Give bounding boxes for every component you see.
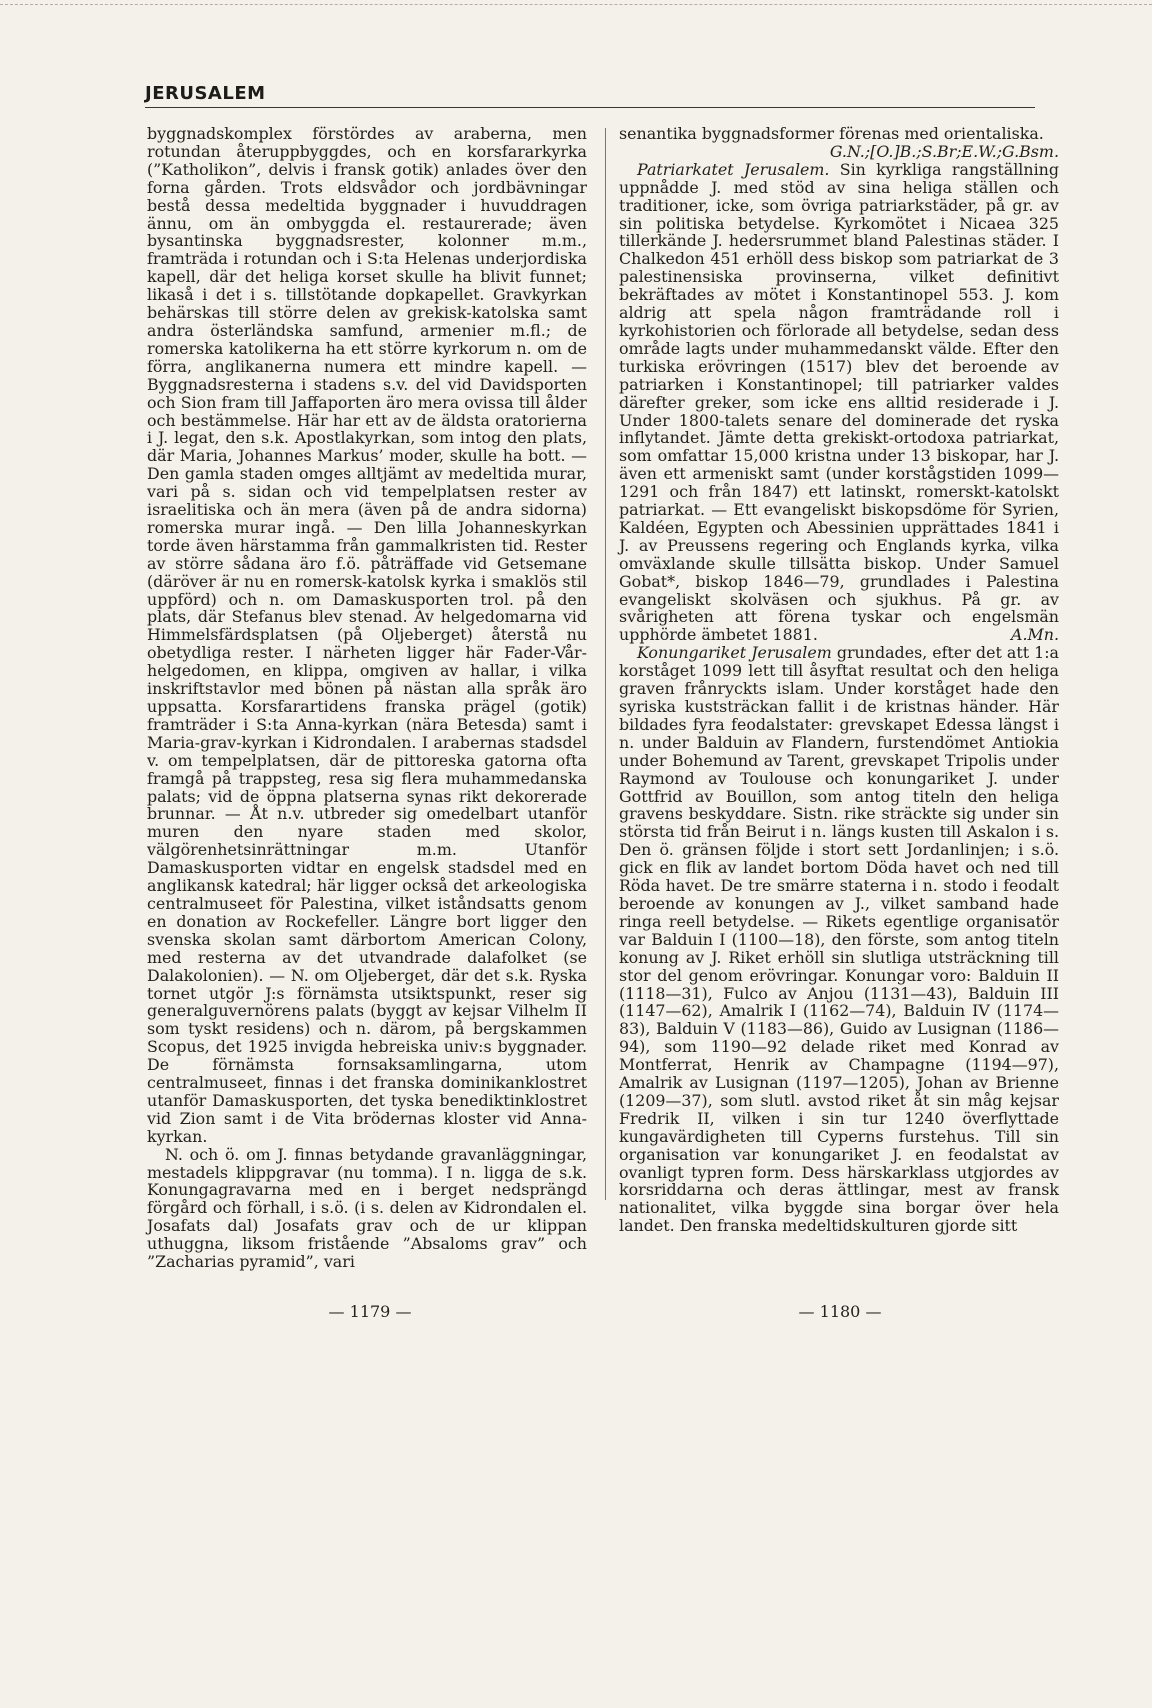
running-head: JERUSALEM	[145, 83, 266, 104]
top-scan-edge	[0, 4, 1152, 5]
section-patriarkatet	[619, 161, 1059, 644]
column-divider	[605, 128, 606, 1200]
right-column	[619, 125, 1059, 1235]
section-text-konungariket: grundades, efter det att 1:a korståget 1099 lett till åsyftat resultat och den heliga graven frånryckts islam. Under korståget hade den syriska kuststräckan fallit i de kristnas händer. Här bildades fyra feodalstater: grevskapet Edessa längst i n. under Balduin av Flandern, furstendömet Antiokia under Bohemund av Tarent, grevskapet Tripolis under Raymond av Toulouse och konungariket J. under Gottfrid av Bouillon, som antog titeln den heliga gravens beskyddare. Sistn. rike sträckte sig under sin största tid från Beirut i n. längs kusten till Askalon i s. Den ö. gränsen följde i stort sett Jordanlinjen; i s.ö. gick en flik av landet bortom Döda havet och ned till Röda havet. De tre smärre staterna i n. stodo i feodalt beroende av konungen av J., vilket samband hade ringa reell betydelse. — Rikets egentlige organisatör var Balduin I (1100—18), den förste, som antog titeln konung av J. Riket erhöll sin slutliga utsträckning till stor del genom erövringar. Konungar voro: Balduin II (1118—31), Fulco av Anjou (1131—43), Balduin III (1147—62), Amalrik I (1162—74), Balduin IV (1174—83), Balduin V (1183—86), Guido av Lusignan (1186—94), som 1190—92 delade riket med Konrad av Montferrat, Henrik av Champagne (1194—97), Amalrik av Lusignan (1197—1205), Johan av Brienne (1209—37), som slutl. avstod riket åt sin måg kejsar Fredrik II, vilken i sin tur 1240 överflyttade kungavärdigheten till Cyperns furstehus. Till sin organisation var konungariket J. en feodalstat av ovanligt typren form. Dess härskarklass utgjordes av korsriddarna och deras ättlingar, mest av fransk nationalitet, vilka byggde sina borgar över hela landet. Den franska medeltidskulturen gjorde sitt	[619, 643, 1059, 1236]
page-number-left: — 1179 —	[328, 1302, 412, 1321]
section-text-patriarkatet: Sin kyrkliga rangställning uppnådde J. med stöd av sina heliga ställen och traditioner, icke, som övriga patriarkstäder, på gr. av sin politiska betydelse. Kyrkomötet i Nicaea 325 tillerkände J. hedersrummet bland Palestinas städer. I Chalkedon 451 erhöll dess biskop som patriarkat de 3 palestinensiska provinserna, vilket definitivt bekräftades av mötet i Konstantinopel 553. J. kom aldrig att spela någon framträdande roll i kyrkohistorien och förlorade all betydelse, sedan dess område lagts under muhammedanskt välde. Efter den turkiska erövringen (1517) blev det beroende av patriarken i Konstantinopel; till patriarker valdes därefter greker, som icke ens alltid residerade i J. Under 1800-talets senare del dominerade det ryska inflytandet. Jämte detta grekiskt-ortodoxa patriarkat, som omfattar 15,000 kristna under 13 biskopar, har J. även ett armeniskt samt (under korstågstiden 1099—1291 och från 1847) ett latinskt, romerskt-katolskt patriarkat. — Ett evangeliskt biskopsdöme för Syrien, Kaldéen, Egypten och Abessinien upprättades 1841 i J. av Preussens regering och Englands kyrka, vilka omväxlande skulle tillsätta biskop. Under Samuel Gobat*, biskop 1846—79, grundlades i Palestina evangeliskt skolväsen och sjukhus. På gr. av svårigheten att förena tyskar och engelsmän upphörde ämbetet 1881.	[619, 159, 1059, 645]
page-number-right: — 1180 —	[798, 1302, 882, 1321]
left-paragraph-2: N. och ö. om J. finnas betydande gravanläggningar, mestadels klippgravar (nu tomma). I n. ligga de s.k. Konungagravarna med en i berget nedsprängd förgård och förhall, i s.ö. (i s. delen av Kidrondalen el. Josafats dal) Josafats grav och de ur klippan uthuggna, liksom fristående ”Absaloms grav” och ”Zacharias pyramid”, vari	[147, 1144, 587, 1272]
right-paragraph-1	[619, 124, 1059, 161]
section-title-patriarkatet: Patriarkatet Jerusalem.	[637, 159, 830, 179]
left-paragraph-1: byggnadskomplex förstördes av araberna, men rotundan återuppbyggdes, och en korsfararkyrka (”Katholikon”, delvis i fransk gotik) anlades över den forna gården. Trots eldsvådor och jordbävningar bestå dessa medeltida byggnader i huvuddragen ännu, om än ombyggda el. restaurerade; även bysantinska byggnadsrester, kolonner m.m., framträda i rotundan och i S:ta Helenas underjordiska kapell, där det heliga korset skulle ha blivit funnet; likaså i det i s. tillstötande dopkapellet. Gravkyrkan behärskas till större delen av grekisk-katolska samt andra österländska samfund, armenier m.fl.; de romerska katolikerna ha ett större kyrkorum n. om de förra, anglikanerna numera ett mindre kapell. — Byggnadsresterna i stadens s.v. del vid Davidsporten och Sion fram till Jaffaporten äro mera ovissa till ålder och bestämmelse. Här har ett av de äldsta oratorierna i J. legat, den s.k. Apostlakyrkan, som intog den plats, där Maria, Johannes Markus’ moder, skulle ha bott. — Den gamla staden omges alltjämt av medeltida murar, vari på s. sidan och vid tempelplatsen rester av israelitiska och än mera (även på de andra sidorna) romerska murar ingå. — Den lilla Johanneskyrkan torde även härstamma från gammalkristen tid. Rester av större sådana äro f.ö. påträffade vid Getsemane (däröver är nu en romersk-katolsk kyrka i smaklös stil uppförd) och n. om Damaskusporten trol. på den plats, där Stefanus blev stenad. Av helgedomarna vid Himmelsfärdsplatsen (på Oljeberget) återstå nu obetydliga rester. I närheten ligger här Fader-Vår-helgedomen, en klippa, omgiven av hallar, i vilka inskriftstavlor med bönen på nästan alla språk äro uppsatta. Korsfarartidens franska prägel (gotik) framträder i S:ta Anna-kyrkan (nära Betesda) samt i Maria-grav-kyrkan i Kidrondalen. I arabernas stadsdel v. om tempelplatsen, där de pittoreska gatorna ofta framgå på trappsteg, resa sig flera muhammedanska palats; vid de öppna platserna synas rikt dekorerade brunnar. — Åt n.v. utbreder sig omedelbart utanför muren den nyare staden med skolor, välgörenhetsinrättningar m.m. Utanför Damaskusporten vidtar en engelsk stadsdel med en anglikansk katedral; här ligger också det arkeologiska centralmuseet för Palestina, vilket iståndsatts genom en donation av Rockefeller. Längre bort ligger den svenska skolan samt därbortom American Colony, med resterna av det utvandrade dalafolket (se Dalakolonien). — N. om Oljeberget, där det s.k. Ryska tornet utgör J:s förnämsta utsiktspunkt, reser sig generalguvernörens palats (byggt av kejsar Vilhelm II som tyskt residens) och n. därom, på bergskammen Scopus, det 1925 invigda hebreiska univ:s byggnader. De förnämsta fornsaksamlingarna, utom centralmuseet, finnas i det franska dominikanklostret utanför Damaskusporten, det tyska benediktinklostret vid Zion samt i de Vita brödernas kloster vid Anna-kyrkan.	[147, 124, 587, 1146]
section-title-konungariket: Konungariket Jerusalem	[637, 643, 832, 663]
signature-2: A.Mn.	[1011, 625, 1059, 645]
section-konungariket	[619, 644, 1059, 1235]
signature-1: G.N.;[O.]B.;S.Br;E.W.;G.Bsm.	[829, 141, 1059, 161]
header-rule	[145, 107, 1035, 108]
right-paragraph-1-text: senantika byggnadsformer förenas med orientaliska.	[619, 124, 1044, 143]
left-column	[147, 125, 587, 1271]
